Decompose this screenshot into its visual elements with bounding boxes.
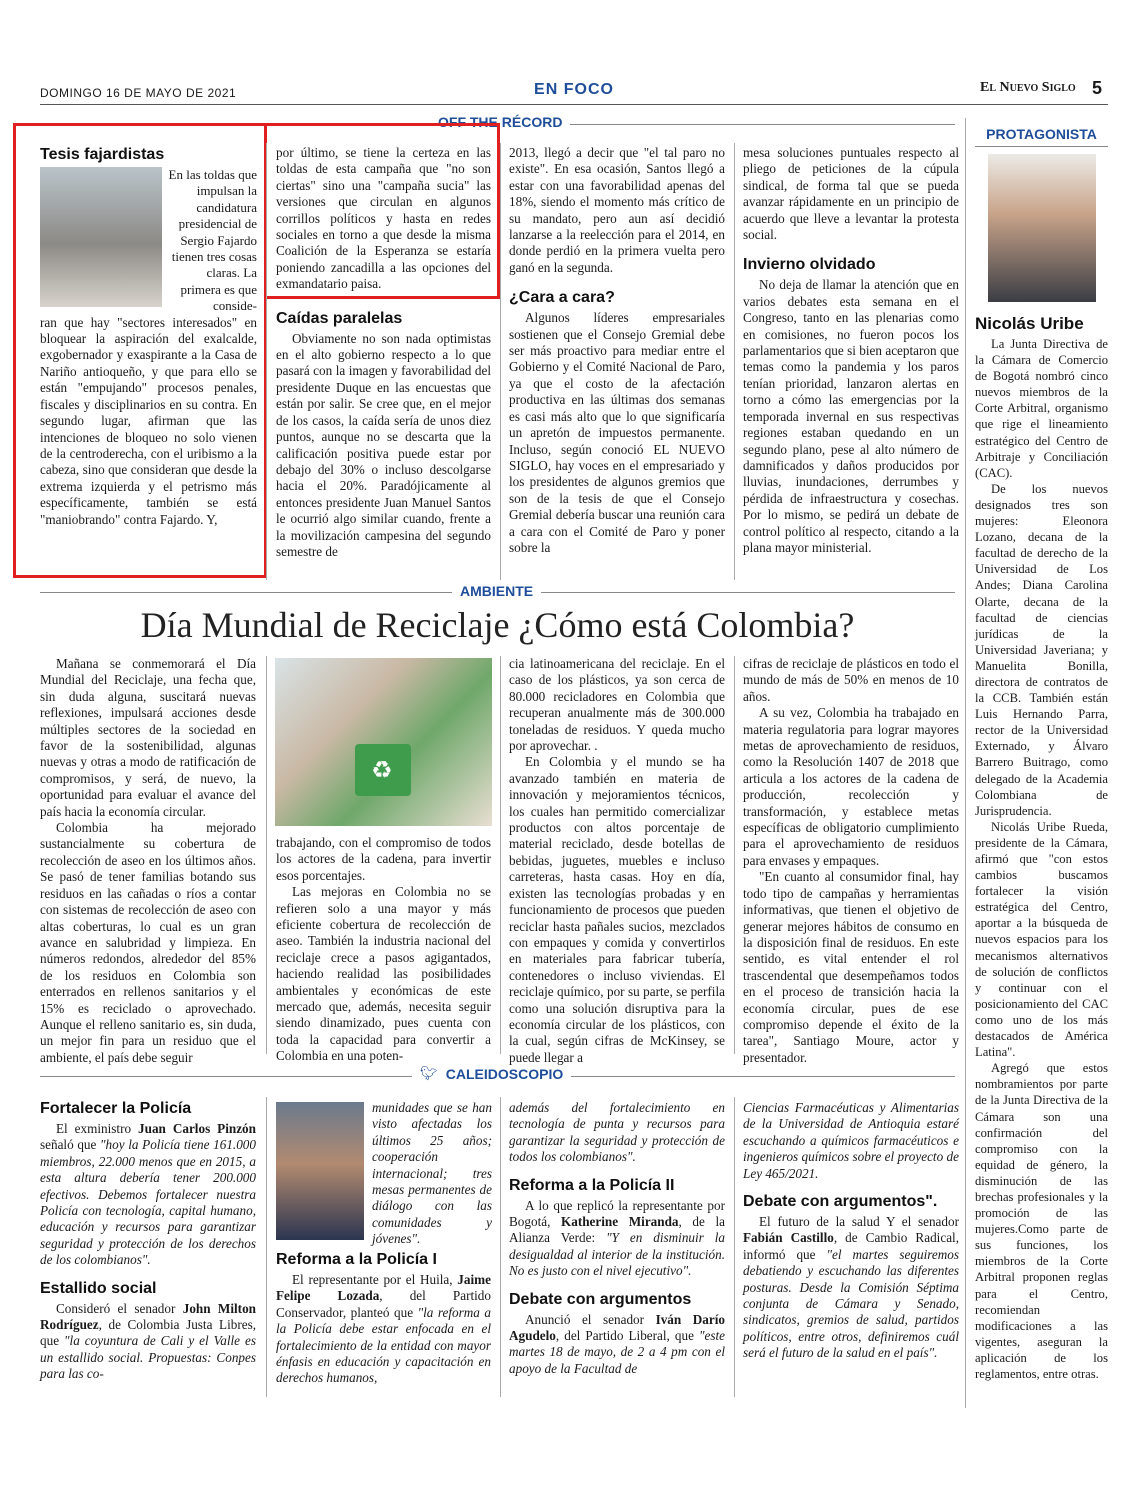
article-paragraph: A su vez, Colombia ha trabajado en materia regulatoria para lograr mayores metas de aprovechamiento de residuos, como la Resolución 1407 de 2018 que articula a los actores de la cadena de producción, recolección y transformación, y establece metas específicas de obligatorio cumplimiento para el aprovechamiento de residuos para envases y empaques. <box>743 705 959 868</box>
article-paragraph: Algunos líderes empresariales sostienen que el Consejo Gremial debe ser más proactivo para mediar entre el Gobierno y el Comité Nacional de Paro, ya que el costo de la afectación productiva en las últimas dos semanas es casi más alto que lo que significaría un apretón de impuestos permanente. Incluso, según conoció EL NUEVO SIGLO, hay voces en el empresariado y los presidentes de algunos gremios que son de la tesis de que el Consejo Gremial debería buscar una reunión cara a cara con el Comité de Paro y poner sobre la <box>509 310 725 555</box>
recycle-symbol-icon: ♻ <box>371 756 393 784</box>
text-run: , del Partido Liberal, que <box>555 1328 699 1344</box>
article-title: Debate con argumentos". <box>743 1193 938 1211</box>
quote: "Y en disminuir la desigualdad al interior de la institución. No es justo con el nivel ejecutivo". <box>509 1230 726 1279</box>
sidebar-rule <box>975 146 1108 147</box>
text-run: señaló que <box>40 1137 101 1153</box>
article-title: Fortalecer la Policía <box>40 1100 192 1117</box>
article-paragraph: En Colombia y el mundo se ha avanzado también en materia de innovación y mejoramientos técnicos, los cuales han permitido comercializar productos con altos porcentaje de material reciclado, desde botellas de bebidas, juguetes, muebles e incluso carreteras, hasta casas. Hoy en día, existen las tecnologías probadas y en funcionamiento de procesos que pueden reciclar hasta pañales sucios, mezclados con empaques y comida y convertirlos en materiales para fabricar tubería, contenedores o incluso viviendas. El reciclaje químico, por su parte, se perfila como una solución disruptiva para la economía circular de los plásticos, con la cual, según cifras de McKinsey, se puede llegar a <box>509 754 725 1065</box>
article-reciclaje-col1 <box>40 656 256 1066</box>
person-name: Fabián Castillo <box>743 1230 834 1246</box>
column-divider <box>500 1097 501 1397</box>
article-paragraph: En las toldas que impulsan la candidatura presidencial de Sergio Fajardo tienen tres cosas claras. La primera es que conside- <box>168 167 257 314</box>
article-paragraph <box>509 1198 725 1280</box>
protagonista-label: PROTAGONISTA <box>986 126 1097 142</box>
article-paragraph <box>40 1121 256 1269</box>
article-caleido-col4 <box>743 1100 959 1362</box>
text-run: El representante por el Huila, <box>292 1272 458 1287</box>
article-paragraph: por último, se tiene la certeza en las toldas de esta campaña que "no son ciertas" sino una "campaña sucia" las versiones que circulan en algunos corrillos políticos y hasta en redes sociales en torno a que desde la misma Coalición de la Esperanza se estaría poniendo zancadilla a las opciones del exmandatario paisa. <box>276 145 491 292</box>
column-divider <box>266 656 267 1054</box>
article-paragraph: "En cuanto al consumidor final, hay todo tipo de campañas y herramientas informativas, que tienen el objetivo de generar mejores hábitos de consumo en la disposición final de residuos. En este sentido, es vital entender el rol trascendental que desempeñamos todos en el proceso de transición hacia la economía circular, pues de ese compromiso depende el éxito de la tarea", Santiago Moure, actor y presentador. <box>743 869 959 1065</box>
article-paragraph: De los nuevos designados tres son mujeres: Eleonora Lozano, decana de la facultad de derecho de la Universidad de Los Andes; Diana Carolina Olarte, decana de la facultad de ciencias jurídicas de la Universidad Javeriana; y Manuelita Bonilla, directora de contratos de la CCB. También están Luis Hernando Parra, rector de la Universidad Externado, y Álvaro Barrero Buitrago, como delegado de la Academia Colombiana de Jurisprudencia. <box>975 481 1108 818</box>
page-number: 5 <box>1092 78 1103 98</box>
article-tesis-cont <box>276 145 491 560</box>
article-caleido-col2 <box>276 1248 491 1387</box>
column-divider <box>734 656 735 1054</box>
text-run: , del Partido Conservador, planteó que <box>276 1288 491 1320</box>
article-title: Reforma a la Policía I <box>276 1251 437 1268</box>
text-run: El futuro de la salud Y el senador <box>759 1214 959 1230</box>
text-run: A lo que replicó la representante por Bogotá, <box>509 1197 725 1230</box>
quote: "este martes 18 de mayo, de 2 a 4 pm con el apoyo de la Facultad de <box>509 1328 725 1376</box>
article-tesis <box>40 143 257 528</box>
text-run: , de Colombia Justa Libres, que <box>40 1317 256 1349</box>
article-title: Tesis fajardistas <box>40 146 165 163</box>
article-title: ¿Cara a cara? <box>509 289 615 307</box>
person-name: Iván Darío Agudelo <box>509 1311 725 1344</box>
article-cara-cont <box>743 145 959 556</box>
article-reciclaje-col4 <box>743 656 959 1066</box>
text-run: Consideró el senador <box>56 1300 183 1316</box>
twitter-bird-icon: 🐦︎ <box>420 1066 438 1082</box>
text-run: , de Cambio Radical, informó que <box>743 1230 960 1262</box>
article-reciclaje-col3 <box>509 656 725 1066</box>
sidebar-divider <box>965 118 966 1408</box>
person-name: John Milton Rodríguez <box>40 1300 256 1333</box>
reciclaje-headline: Día Mundial de Reciclaje ¿Cómo está Colombia? <box>140 605 855 645</box>
recycling-photo <box>275 658 492 826</box>
column-divider <box>734 1097 735 1397</box>
article-paragraph: cia latinoamericana del reciclaje. En el caso de los plásticos, ya son cerca de 80.000 recicladores en Colombia que recuperan anualmente más de 300.000 toneladas de residuos. Y queda mucho por aprovechar. . <box>509 656 725 754</box>
column-divider <box>500 656 501 1054</box>
text-run: Anunció el senador <box>525 1311 656 1327</box>
article-reciclaje-col2 <box>276 835 491 1065</box>
article-paragraph <box>40 1301 256 1383</box>
article-paragraph <box>509 1312 725 1378</box>
caleidoscopio-header <box>412 1066 571 1082</box>
article-paragraph: Obviamente no son nada optimistas en el alto gobierno respecto a lo que pasará con la imagen y favorabilidad del presidente Duque en las encuestas que están por salir. Se cree que, en el mejor de los casos, la caída sería de unos diez puntos, aunque no se descarta que la calificación positiva puede estar por debajo del 30% o incluso descolgarse hacia el 20%. Paradójicamente al entonces presidente Juan Manuel Santos le ocurrió algo similar cuando, frente a la movilización campesina del segundo semestre de <box>276 330 491 559</box>
column-divider <box>734 143 735 580</box>
article-caleido-col3 <box>509 1100 725 1377</box>
protagonista-article <box>975 312 1108 1382</box>
article-paragraph: cifras de reciclaje de plásticos en todo el mundo de más de 50% en menos de 10 años. <box>743 656 959 704</box>
article-caleido-quote-cont <box>372 1100 492 1248</box>
ambiente-label: AMBIENTE <box>452 583 541 599</box>
quote: "la reforma a la Policía debe estar enfocada en el fortalecimiento de la entidad con mayor énfasis en educación y capacitación en derechos humanos, <box>276 1304 491 1386</box>
quote: "hoy la Policía tiene 161.000 miembros, 22.000 menos que en 2015, a esta altura debería tener 200.000 efectivos. Debemos fortalecer nuestra Policía con tecnología, capital humano, educación y recursos para garantizar seguridad y protección de los derechos de los colombianos". <box>40 1137 256 1268</box>
article-paragraph: ran que hay "sectores interesados" en bloquear la aspiración del exalcalde, exgobernador y exaspirante a la Casa de Nariño antioqueño, y que para ello se están "empujando" procesos penales, fiscales y disciplinarios en su contra. En segundo lugar, afirman que las intenciones de bloqueo no solo vienen de la centroderecha, con el uribismo a la cabeza, sino que consideran que desde la extrema izquierda y el petrismo más específicamente, también se está "maniobrando" contra Fajardo. Y, <box>40 314 257 527</box>
caleidoscopio-label: CALEIDOSCOPIO <box>445 1066 564 1082</box>
quote: Ciencias Farmacéuticas y Alimentarias de la Universidad de Antioquia estaré escuchando a químicos farmacéuticos e ingenieros químicos sobre el proyecto de Ley 465/2021. <box>743 1100 959 1181</box>
person-name: Jaime Felipe Lozada <box>276 1272 491 1304</box>
article-paragraph <box>276 1272 491 1387</box>
quote: además del fortalecimiento en tecnología de punta y recursos para garantizar la seguridad y protección de todos los colombianos". <box>509 1100 725 1165</box>
text-run: , de la Alianza Verde: <box>509 1214 725 1246</box>
header-rule <box>40 104 1108 105</box>
quote: "el martes seguiremos debatiendo y escuchando las diferentes posturas. Desde la Comisión Séptima conjunta de Cámara y Senado, sindicatos, gremios de salud, partidos políticos, entre otros, definiremos cuál será el futuro de la salud en el país". <box>743 1246 959 1361</box>
article-paragraph: Nicolás Uribe Rueda, presidente de la Cámara, afirmó que "con estos cambios buscamos fortalecer la visión estratégica del Centro, aportar a la búsqueda de nuevos espacios para los mecanismos alternativos de solución de conflictos y continuar con el posicionamiento del CAC como uno de los más destacados de América Latina". <box>975 819 1108 1060</box>
article-paragraph: Colombia ha mejorado sustancialmente su cobertura de recolección de aseo en los últimos años. Se pasó de tener familias botando sus residuos en las cañadas o ríos a contar con sistemas de recolección de aseo con altas coberturas, lo cual es un gran avance en salubridad y limpieza. En números redondos, alrededor del 85% de los residuos en Colombia son enterrados en rellenos sanitarios y el 15% es reciclado o aprovechado. Aunque el relleno sanitario es, sin duda, un mejor fin para un residuo que el ambiente, el país debe seguir <box>40 820 256 1065</box>
publication-name: El Nuevo Siglo <box>980 80 1076 95</box>
article-title: Estallido social <box>40 1279 157 1297</box>
protagonista-name: Nicolás Uribe <box>975 314 1084 333</box>
article-title: Reforma a la Policía II <box>509 1176 675 1194</box>
article-paragraph: mesa soluciones puntuales respecto al pliego de peticiones de la cúpula sindical, de forma tal que se pueda avanzar rápidamente en un principio de acuerdo que lleve a levantar la protesta social. <box>743 145 959 243</box>
person-name: Katherine Miranda <box>560 1214 679 1230</box>
article-paragraph: 2013, llegó a decir que "el tal paro no existe". En esa ocasión, Santos llegó a estar con una favorabilidad apenas del 18%, siendo el momento más crítico de su mandato, pero aun así decidió lanzarse a la reelección para el 2014, en donde perdió en la primera vuelta pero ganó en la segunda. <box>509 145 725 275</box>
article-paragraph <box>743 1214 959 1362</box>
column-divider <box>266 1097 267 1397</box>
quote: "la coyuntura de Cali y el Valle es un estallido social. Propuestas: Conpes para las co- <box>40 1333 256 1382</box>
column-divider <box>500 143 501 580</box>
article-paragraph: Mañana se conmemorará el Día Mundial del Reciclaje, una fecha que, sin duda alguna, suscitará nuevas reflexiones, impulsará acciones desde múltiples sectores de la sociedad en favor de la sostenibilidad, algunas nuevas y otras a modo de ratificación de compromisos, y será, de nuevo, la oportunidad para evaluar el avance del país hacia la economía circular. <box>40 656 256 819</box>
text-run: El exministro <box>56 1121 139 1136</box>
article-paragraph: Las mejoras en Colombia no se refieren solo a una mayor y más eficiente cobertura de recolección de aseo. También la industria nacional del reciclaje crece a pasos agigantados, haciendo realidad las posibilidades ambientales y económicas de este mercado que, además, necesita seguir siendo dinamizado, pues cuenta con toda la capacidad para convertir a Colombia en una poten- <box>276 884 491 1064</box>
nicolas-uribe-photo <box>988 154 1096 302</box>
column-divider <box>266 143 267 580</box>
article-paragraph: Agregó que estos nombramientos por parte de la Junta Directiva de la Cámara son una confirmación del compromiso con la equidad de género, la disminución de las brechas profesionales y la promoción de las mujeres.Como parte de sus funciones, los miembros de la Corte Arbitral proponen reglas para el Centro, recomiendan modificaciones a las vigentes, aseguran la aplicación de los reglamentos, entre otras. <box>975 1061 1108 1381</box>
sergio-fajardo-photo <box>40 167 162 307</box>
article-paragraph: trabajando, con el compromiso de todos los actores de la cadena, para invertir esos porcentajes. <box>276 835 491 883</box>
article-title: Caídas paralelas <box>276 309 403 327</box>
article-title: Invierno olvidado <box>743 256 876 274</box>
article-caidas-cont <box>509 145 725 556</box>
quote: munidades que se han visto afectadas los últimos 25 años; cooperación internacional; tres mesas permanentes de diálogo con las comunidades y jóvenes". <box>372 1100 492 1247</box>
person-name: Juan Carlos Pinzón <box>138 1121 256 1136</box>
article-caleido-col1 <box>40 1097 256 1383</box>
article-paragraph: No deja de llamar la atención que en varios debates esta semana en el Congreso, tanto en las plenarias como en comisiones, no fueron pocos los parlamentarios que si bien aceptaron que temas como la pandemia y los paros tenían prioridad, lanzaron alertas en torno a cómo las emergencias por la temporada invernal en sus respectivas regiones estaban quedando en un segundo plano, pese al alto número de damnificados y daños producidos por lluvias, inundaciones, derrumbes y pérdida de infraestructura y cosechas. Por lo mismo, se pedirá un debate de control político al respecto, citando a la plana mayor ministerial. <box>743 277 959 555</box>
section-name: EN FOCO <box>534 81 614 98</box>
article-paragraph: La Junta Directiva de la Cámara de Comercio de Bogotá nombró cinco nuevos miembros de la Corte Arbitral, organismo que rige el lineamiento estratégico del Centro de Arbitraje y Conciliación (CAC). <box>975 337 1108 480</box>
article-title: Debate con argumentos <box>509 1290 692 1308</box>
issue-date: DOMINGO 16 DE MAYO DE 2021 <box>40 86 237 100</box>
off-the-record-label: OFF THE RÉCORD <box>430 114 570 130</box>
politician-photo <box>276 1102 364 1240</box>
